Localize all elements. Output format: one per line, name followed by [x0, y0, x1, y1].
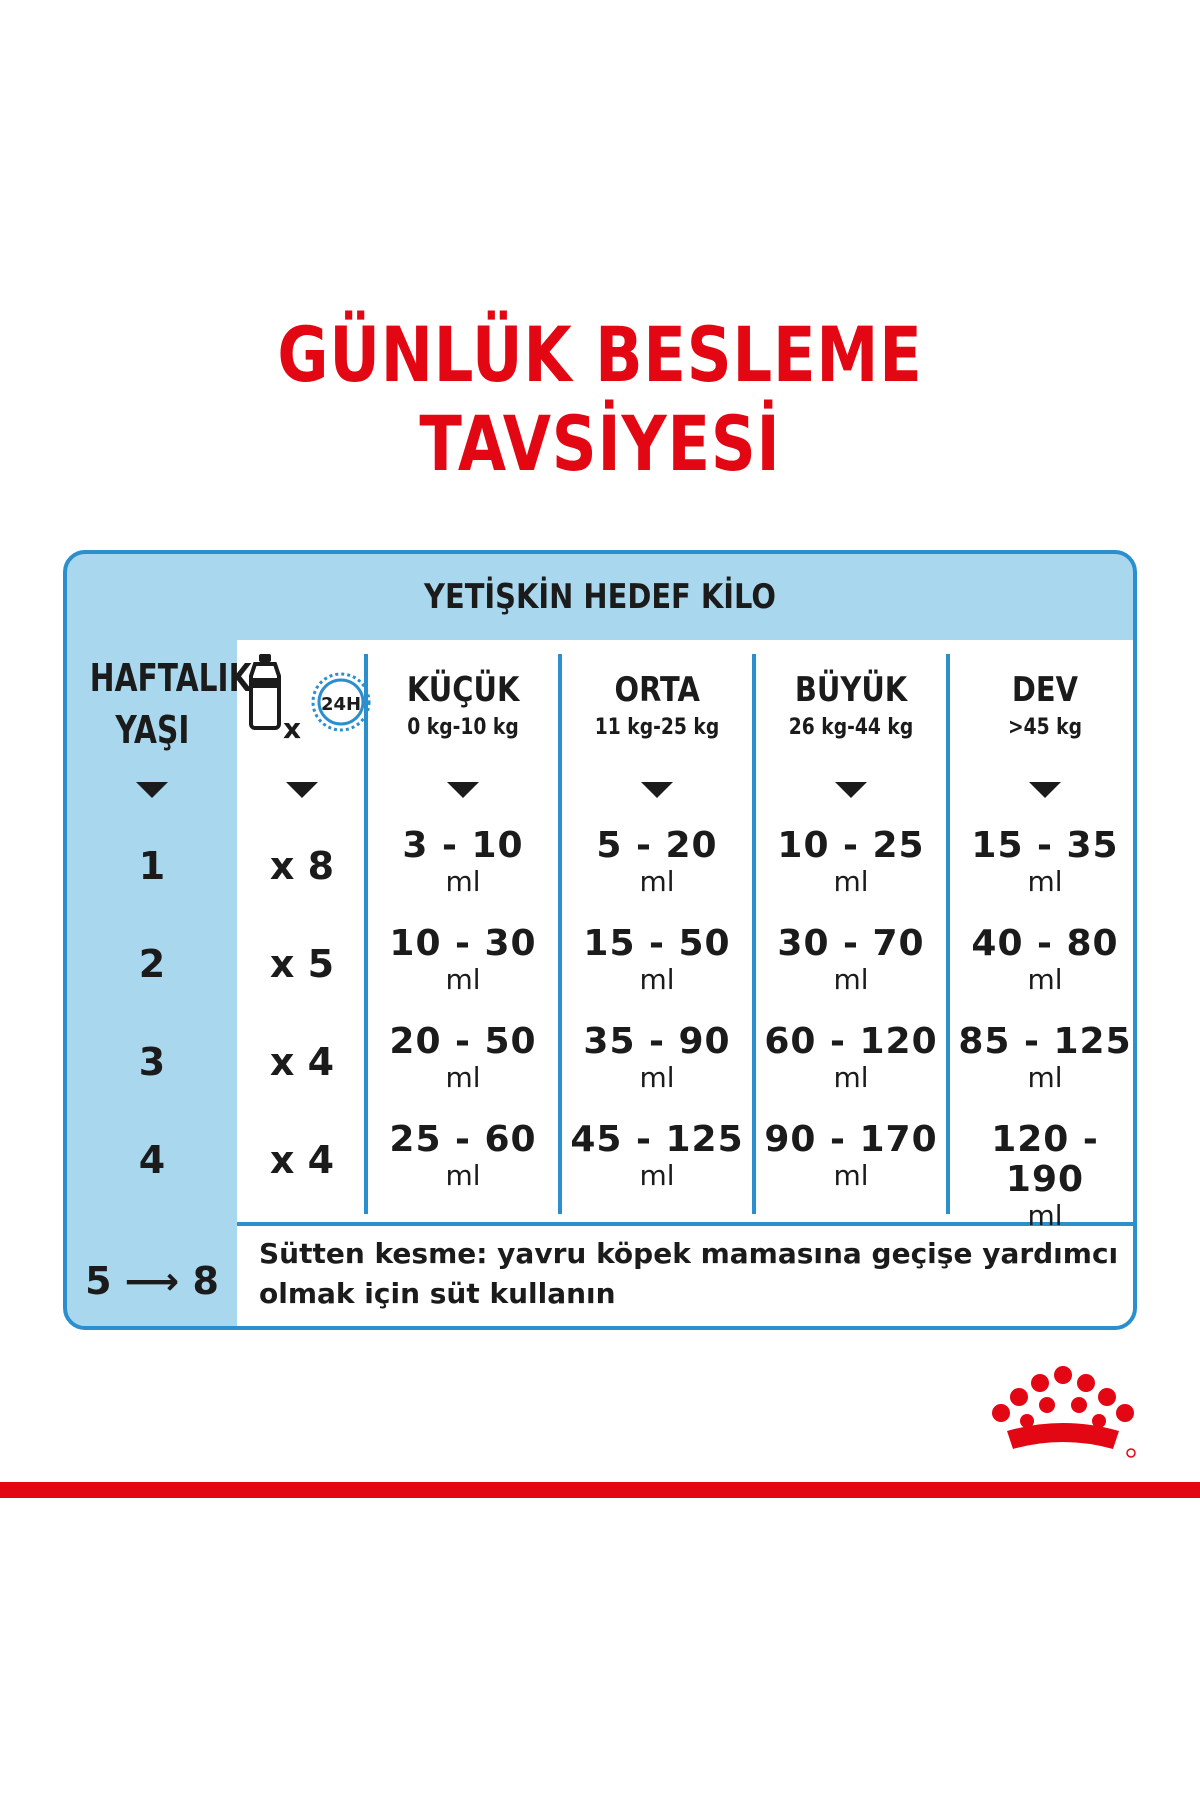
svg-text:24H: 24H	[320, 694, 362, 715]
amount-cell: 85 - 125 ml	[958, 1021, 1132, 1094]
column-header-large: BÜYÜK 26 kg-44 kg	[788, 670, 914, 740]
down-arrow-icon	[835, 782, 867, 798]
feeding-table	[63, 550, 1137, 1330]
feedings-cell: x 8	[269, 844, 335, 888]
feedings-cell: x 4	[269, 1040, 335, 1084]
week-cell: 2	[138, 942, 166, 986]
amount-cell: 40 - 80 ml	[971, 923, 1119, 996]
svg-text:x: x	[283, 712, 302, 745]
amount-cell: 10 - 25 ml	[777, 825, 925, 898]
amount-cell: 10 - 30 ml	[389, 923, 537, 996]
feedings-cell: x 4	[269, 1138, 335, 1182]
column-header-small: KÜÇÜK 0 kg-10 kg	[406, 670, 520, 740]
amount-cell: 15 - 35 ml	[971, 825, 1119, 898]
feedings-cell: x 5	[269, 942, 335, 986]
amount-cell: 5 - 20 ml	[596, 825, 718, 898]
amount-cell: 35 - 90 ml	[583, 1021, 731, 1094]
amount-cell: 45 - 125 ml	[570, 1119, 744, 1192]
column-header-medium: ORTA 11 kg-25 kg	[594, 670, 720, 740]
week-cell: 1	[138, 844, 166, 888]
down-arrow-icon	[286, 782, 318, 798]
brand-stripe	[0, 1482, 1200, 1498]
weaning-note: Sütten kesme: yavru köpek mamasına geçişe yardımcı olmak için süt kullanın	[259, 1237, 1119, 1310]
amount-cell: 90 - 170 ml	[764, 1119, 938, 1192]
down-arrow-icon	[447, 782, 479, 798]
table-header: YETİŞKİN HEDEF KİLO	[424, 577, 776, 617]
week-cell: 4	[138, 1138, 166, 1182]
down-arrow-icon	[641, 782, 673, 798]
column-header-giant: DEV >45 kg	[1007, 670, 1083, 740]
bottle-24h-icon	[245, 652, 375, 752]
royal-canin-crown-logo	[985, 1365, 1145, 1465]
amount-cell: 3 - 10 ml	[402, 825, 524, 898]
amount-cell: 20 - 50 ml	[389, 1021, 537, 1094]
amount-cell: 60 - 120 ml	[764, 1021, 938, 1094]
week-cell: 3	[138, 1040, 166, 1084]
amount-cell: 30 - 70 ml	[777, 923, 925, 996]
age-header: HAFTALIK YAŞI	[89, 656, 252, 752]
down-arrow-icon	[1029, 782, 1061, 798]
weaning-weeks: 5 ⟶ 8	[85, 1259, 219, 1303]
amount-cell: 25 - 60 ml	[389, 1119, 537, 1192]
down-arrow-icon	[136, 782, 168, 798]
page-title: GÜNLÜK BESLEME TAVSİYESİ	[277, 310, 923, 488]
amount-cell: 120 - 190 ml	[991, 1119, 1099, 1232]
amount-cell: 15 - 50 ml	[583, 923, 731, 996]
